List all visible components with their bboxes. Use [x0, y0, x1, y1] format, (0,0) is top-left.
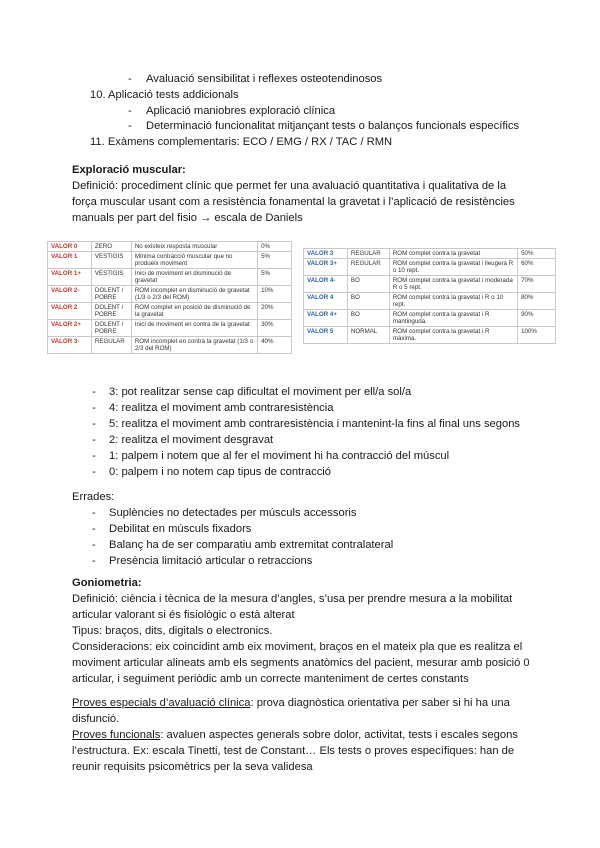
bullet-dash: -	[92, 555, 96, 567]
grade-description: ROM complet en posició de disminució de la gravetat	[131, 303, 257, 320]
list-item: 3: pot realitzar sense cap dificultat el moviment per ell/a sol/a	[109, 386, 412, 398]
table-row	[304, 249, 556, 259]
grade-value: VALOR 2	[48, 303, 92, 320]
grade-description: ROM complet contra la gravetat i lleugera R o 10 rept.	[389, 259, 517, 276]
grade-percent: 50%	[518, 249, 556, 259]
grade-name: REGULAR	[91, 337, 131, 354]
daniels-table-right	[303, 248, 556, 344]
sub-item-maniobres: Aplicació maniobres exploració clínica	[146, 105, 336, 117]
grade-value: VALOR 1+	[48, 269, 92, 286]
grade-value: VALOR 5	[304, 327, 348, 344]
list-item: 5: realitza el moviment amb contraresistència i mantenint-la fins al final uns segons	[109, 418, 521, 430]
grade-value: VALOR 4-	[304, 276, 348, 293]
grade-value: VALOR 2-	[48, 286, 92, 303]
bullet-dash: -	[128, 73, 132, 85]
list-item: 4: realitza el moviment amb contraresistència	[109, 402, 334, 414]
proves-funcionals-line	[72, 727, 518, 743]
list-item-11: 11. Exàmens complementaris: ECO / EMG / RX / TAC / RMN	[90, 136, 393, 148]
proves-funcionals-desc: : avaluen aspectes generals sobre dolor, activitat, tests i escales segons	[160, 729, 518, 741]
definition-line: força muscular usant com a resistència fonamental la gravetat i l’aplicació de resistències	[72, 196, 515, 208]
bullet-dash: -	[92, 507, 96, 519]
grade-description: Inici de moviment en disminució de gravetat	[131, 269, 257, 286]
grade-description: No existeix resposta muscular	[131, 242, 257, 252]
list-item: 1: palpem i notem que al fer el moviment hi ha contracció del múscul	[109, 450, 450, 462]
grade-value: VALOR 2+	[48, 320, 92, 337]
bullet-dash: -	[92, 402, 96, 414]
consideracions-line: Consideracions: eix coincidint amb eix moviment, braços en el mateix pla que es realitza el	[72, 641, 523, 653]
grade-percent: 100%	[518, 327, 556, 344]
section-heading-goniometria: Goniometria:	[72, 577, 142, 589]
list-item: 2: realitza el moviment desgravat	[109, 434, 274, 446]
grade-percent: 5%	[258, 252, 292, 269]
definition-line: Definició: procediment clínic que permet fer una avaluació quantitativa i qualitativa de la	[72, 180, 507, 192]
table-row	[304, 310, 556, 327]
grade-description: ROM complet contra la gravetat i R màxima.	[389, 327, 517, 344]
bullet-dash: -	[92, 523, 96, 535]
grade-name: BO	[347, 310, 389, 327]
grade-name: NORMAL	[347, 327, 389, 344]
list-item: Presència limitació articular o retraccions	[109, 555, 313, 567]
table-row	[48, 269, 292, 286]
table-row	[48, 303, 292, 320]
table-row	[48, 320, 292, 337]
grade-percent: 0%	[258, 242, 292, 252]
grade-percent: 30%	[258, 320, 292, 337]
grade-name: REGULAR	[347, 249, 389, 259]
proves-especials-term: Proves especials d’avaluació clínica	[72, 697, 251, 709]
list-item: Debilitat en músculs fixadors	[109, 523, 252, 535]
grade-description: ROM complet contra la gravetat	[389, 249, 517, 259]
sub-item-funcionalitat: Determinació funcionalitat mitjançant tests o balanços funcionals específics	[146, 120, 520, 132]
grade-value: VALOR 3+	[304, 259, 348, 276]
sub-item-sensibilitat: Avaluació sensibilitat i reflexes osteotendinosos	[146, 73, 383, 85]
grade-value: VALOR 4+	[304, 310, 348, 327]
proves-funcionals-term: Proves funcionals	[72, 729, 161, 741]
table-row	[48, 252, 292, 269]
proves-especials-line	[72, 695, 510, 711]
table-row	[48, 242, 292, 252]
bullet-dash: -	[128, 105, 132, 117]
grade-percent: 70%	[518, 276, 556, 293]
grade-name: VESTIGIS	[91, 269, 131, 286]
table-row	[304, 259, 556, 276]
list-item: Suplències no detectades per músculs accessoris	[109, 507, 357, 519]
definition-line: articular valorant si és fisiològic o està alterat	[72, 609, 295, 621]
grade-name: REGULAR	[347, 259, 389, 276]
grade-percent: 40%	[258, 337, 292, 354]
table-row	[48, 286, 292, 303]
grade-percent: 60%	[518, 259, 556, 276]
grade-name: VESTIGIS	[91, 252, 131, 269]
proves-especials-line: disfunció.	[72, 713, 120, 725]
list-item-10: 10. Aplicació tests addicionals	[90, 89, 239, 101]
daniels-table-left	[47, 241, 292, 354]
bullet-dash: -	[92, 466, 96, 478]
grade-percent: 90%	[518, 310, 556, 327]
grade-percent: 20%	[258, 303, 292, 320]
grade-description: ROM complet contra la gravetat i moderada R o 5 rept.	[389, 276, 517, 293]
proves-funcionals-line: reunir requisits psicomètrics per la seva validesa	[72, 761, 313, 773]
grade-description: Mínima contracció muscular que no produeix moviment	[131, 252, 257, 269]
grade-description: ROM incomplet en disminució de gravetat (1/3 o 2/3 del ROM)	[131, 286, 257, 303]
tipus-line: Tipus: braços, dits, digitals o electronics.	[72, 625, 273, 637]
consideracions-line: articular, i seguiment periòdic amb un correcte manteniment de certes constants	[72, 673, 469, 685]
proves-funcionals-line: l’estructura. Ex: escala Tinetti, test de Constant… Els tests o proves específiques: han de	[72, 745, 515, 757]
consideracions-line: moviment articular alineats amb els segments anatòmics del pacient, mesurar amb posició 0	[72, 657, 530, 669]
grade-value: VALOR 3	[304, 249, 348, 259]
grade-name: DOLENT / POBRE	[91, 286, 131, 303]
table-row	[304, 276, 556, 293]
grade-name: BO	[347, 293, 389, 310]
definition-line: manuals per part del fisio → escala de Daniels	[72, 212, 303, 224]
bullet-dash: -	[92, 418, 96, 430]
grade-description: ROM incomplet en contra la gravetat (1/3 o 2/3 del ROM)	[131, 337, 257, 354]
table-row	[304, 327, 556, 344]
list-item: Balanç ha de ser comparatiu amb extremitat contralateral	[109, 539, 394, 551]
grade-name: DOLENT / POBRE	[91, 303, 131, 320]
grade-description: Inici de moviment en contra de la gravetat	[131, 320, 257, 337]
grade-name: BO	[347, 276, 389, 293]
grade-percent: 5%	[258, 269, 292, 286]
bullet-dash: -	[92, 450, 96, 462]
bullet-dash: -	[92, 434, 96, 446]
list-item: 0: palpem i no notem cap tipus de contracció	[109, 466, 332, 478]
proves-especials-desc: : prova diagnòstica orientativa per saber si hi ha una	[250, 697, 510, 709]
bullet-dash: -	[128, 120, 132, 132]
grade-description: ROM complet contra la gravetat i R mantinguda.	[389, 310, 517, 327]
bullet-dash: -	[92, 539, 96, 551]
definition-line: Definició: ciència i tècnica de la mesura d’angles, s’usa per prendre mesura a la mobilitat	[72, 593, 513, 605]
table-row	[48, 337, 292, 354]
grade-percent: 10%	[258, 286, 292, 303]
grade-description: ROM complet contra la gravetat i R o 10 rept.	[389, 293, 517, 310]
table-row	[304, 293, 556, 310]
grade-name: DOLENT / POBRE	[91, 320, 131, 337]
section-heading-exploracio: Exploració muscular:	[72, 164, 186, 176]
grade-value: VALOR 4	[304, 293, 348, 310]
grade-name: ZERO	[91, 242, 131, 252]
grade-value: VALOR 0	[48, 242, 92, 252]
grade-value: VALOR 3-	[48, 337, 92, 354]
section-heading-errades: Errades:	[72, 491, 115, 503]
grade-value: VALOR 1	[48, 252, 92, 269]
grade-percent: 80%	[518, 293, 556, 310]
bullet-dash: -	[92, 386, 96, 398]
